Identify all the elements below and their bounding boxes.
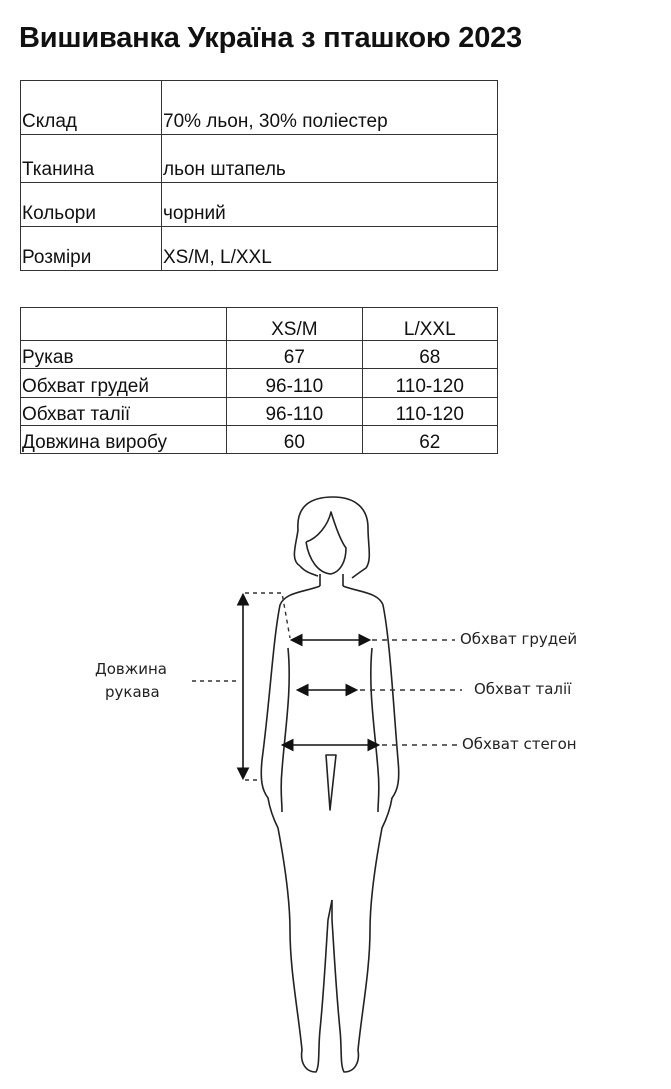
- spec-value: 70% льон, 30% поліестер: [162, 81, 498, 135]
- spec-label: Склад: [21, 81, 162, 135]
- row-label: Довжина виробу: [21, 426, 227, 454]
- cell: 68: [362, 341, 497, 369]
- spec-value: XS/M, L/XXL: [162, 227, 498, 271]
- sleeve-length-label-2: рукава: [105, 683, 160, 701]
- table-row: [21, 81, 498, 135]
- size-table: [20, 307, 498, 454]
- hips-label: Обхват стегон: [462, 735, 577, 753]
- spec-label: Тканина: [21, 135, 162, 183]
- table-row: [21, 341, 498, 369]
- cell: 110-120: [362, 369, 497, 398]
- body-measurement-figure: [0, 480, 671, 1089]
- cell: 60: [227, 426, 362, 454]
- cell: 62: [362, 426, 497, 454]
- row-label: Рукав: [21, 341, 227, 369]
- page-title: Вишиванка Україна з пташкою 2023: [19, 22, 522, 54]
- table-row: [21, 183, 498, 227]
- table-row: [21, 369, 498, 398]
- woman-silhouette: [261, 497, 399, 1072]
- chest-label: Обхват грудей: [460, 630, 578, 648]
- waist-label: Обхват талії: [474, 680, 572, 698]
- specs-table: [20, 80, 498, 271]
- cell: 110-120: [362, 398, 497, 426]
- table-header-row: [21, 308, 498, 341]
- table-row: [21, 227, 498, 271]
- spec-value: чорний: [162, 183, 498, 227]
- table-row: [21, 398, 498, 426]
- cell: 96-110: [227, 369, 362, 398]
- row-label: Обхват грудей: [21, 369, 227, 398]
- sleeve-length-label: Довжина: [95, 660, 167, 678]
- spec-label: Кольори: [21, 183, 162, 227]
- cell: 67: [227, 341, 362, 369]
- spec-value: льон штапель: [162, 135, 498, 183]
- header-cell: [21, 308, 227, 341]
- table-row: [21, 135, 498, 183]
- cell: 96-110: [227, 398, 362, 426]
- header-cell: XS/M: [227, 308, 362, 341]
- row-label: Обхват талії: [21, 398, 227, 426]
- spec-label: Розміри: [21, 227, 162, 271]
- table-row: [21, 426, 498, 454]
- header-cell: L/XXL: [362, 308, 497, 341]
